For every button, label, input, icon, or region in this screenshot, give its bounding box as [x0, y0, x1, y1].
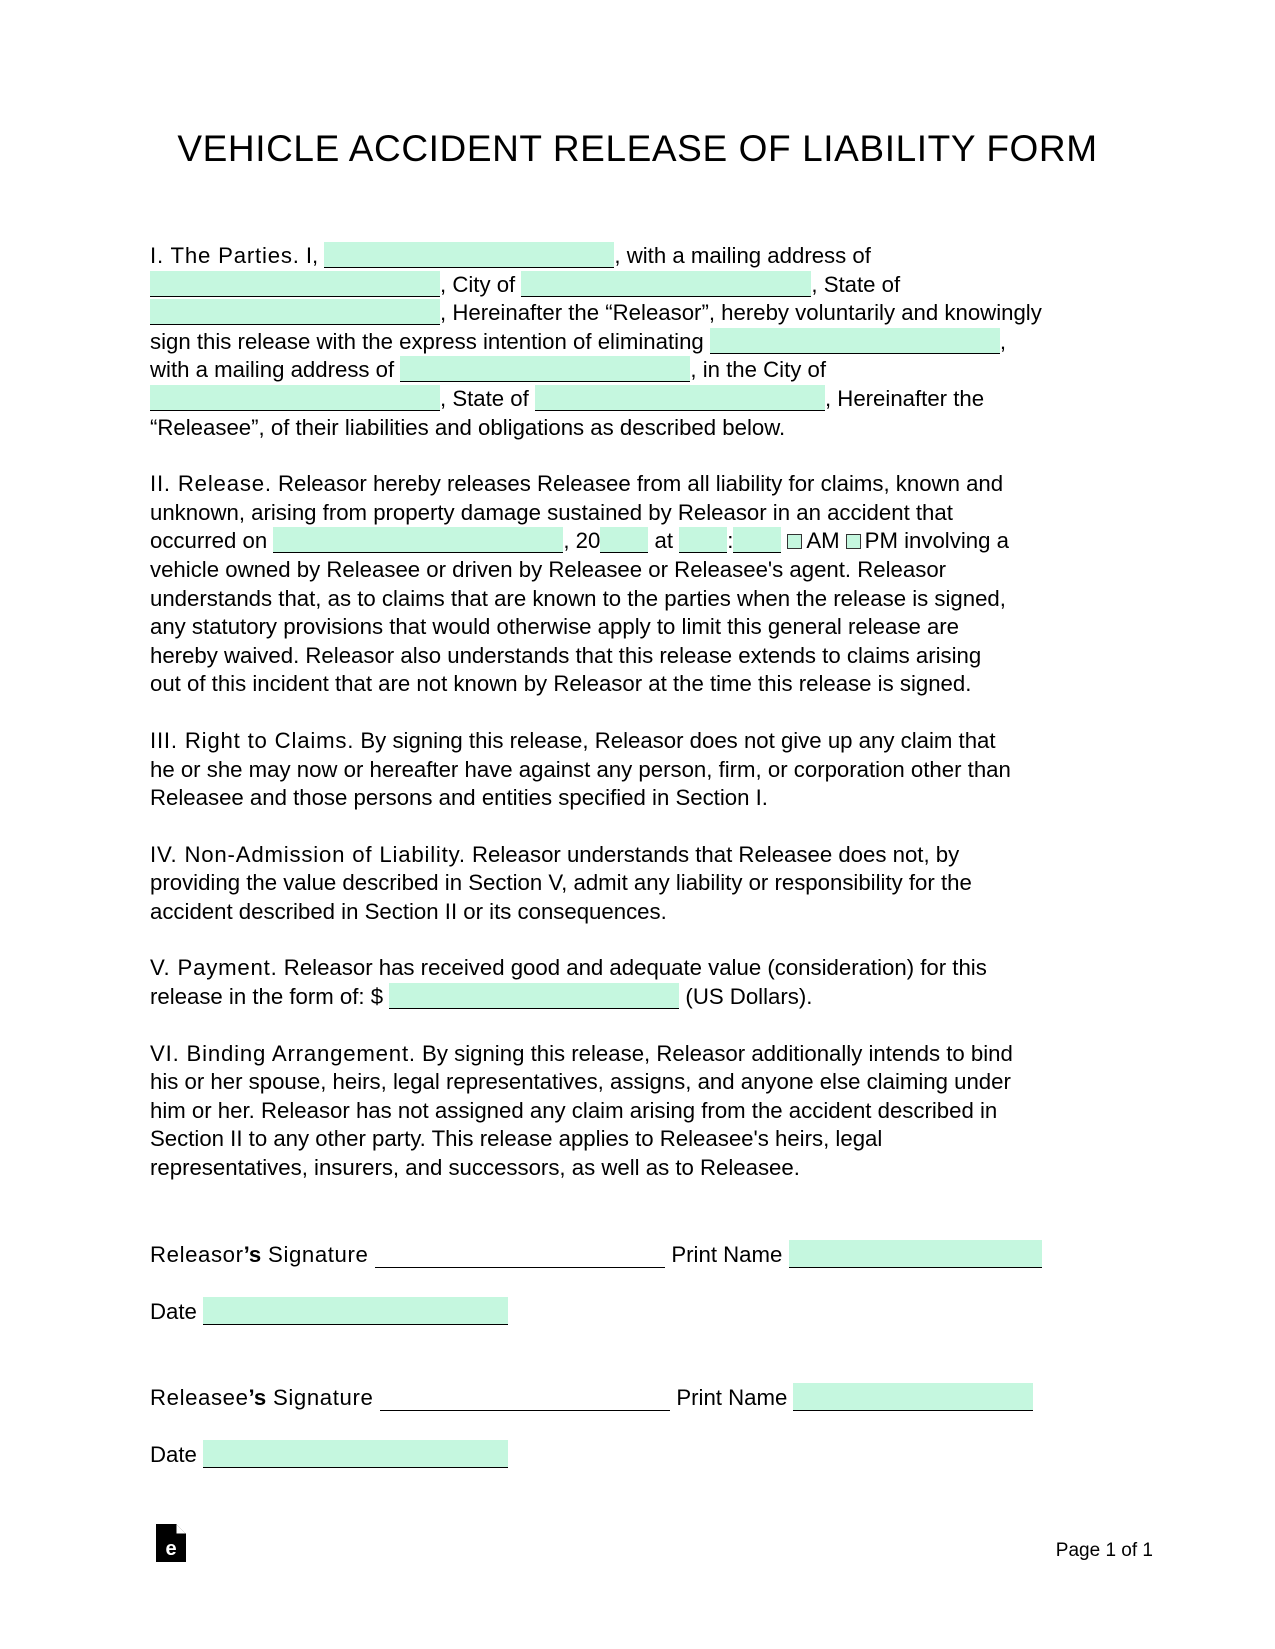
accident-minute-field[interactable] — [733, 527, 781, 553]
releasor-address-field[interactable] — [150, 271, 440, 297]
body-text: at — [648, 528, 680, 554]
section-heading: VI. Binding Arrangement. — [150, 1040, 416, 1066]
releasor-state-field[interactable] — [150, 299, 440, 325]
body-text: PM involving a — [864, 528, 1009, 554]
body-text: “Releasee”, of their liabilities and obligations as described below. — [150, 414, 786, 440]
accident-hour-field[interactable] — [679, 527, 727, 553]
body-text: him or her. Releasor has not assigned any claim arising from the accident described in — [150, 1097, 998, 1123]
releasor-city-field[interactable] — [521, 271, 811, 297]
body-text: occurred on — [150, 528, 274, 554]
body-text: , — [999, 328, 1007, 354]
body-text: accident described in Section II or its consequences. — [150, 898, 667, 924]
body-text: Section II to any other party. This release applies to Releasee's heirs, legal — [150, 1126, 883, 1152]
releasee-signature-field[interactable] — [380, 1383, 670, 1411]
body-text: By signing this release, Releasor does not give up any claim that — [354, 727, 996, 753]
body-text: unknown, arising from property damage sustained by Releasor in an accident that — [150, 499, 953, 525]
releasee-signature-row — [150, 1383, 1033, 1411]
pm-checkbox[interactable] — [846, 534, 861, 549]
body-text: he or she may now or hereafter have against any person, firm, or corporation other than — [150, 756, 1011, 782]
body-text: (US Dollars). — [679, 984, 813, 1010]
section-binding-arrangement — [150, 1040, 1130, 1183]
body-text: any statutory provisions that would otherwise apply to limit this general release are — [150, 614, 960, 640]
body-text: , in the City of — [690, 357, 827, 383]
body-text: By signing this release, Releasor additionally intends to bind — [415, 1040, 1013, 1066]
releasor-date-field[interactable] — [203, 1297, 508, 1325]
body-text: Releasor hereby releases Releasee from all liability for claims, known and — [271, 471, 1004, 497]
section-heading: I. The Parties. — [150, 243, 300, 268]
date-label: Date — [150, 1442, 204, 1467]
body-text: with a mailing address of — [150, 357, 401, 383]
print-name-label: Print Name — [670, 1385, 794, 1410]
body-text: release in the form of: $ — [150, 984, 390, 1010]
signature-label: Signature — [266, 1385, 381, 1410]
body-text: representatives, insurers, and successors, as well as to Releasee. — [150, 1155, 800, 1181]
section-heading: II. Release. — [150, 471, 272, 497]
body-text: Releasee and those persons and entities specified in Section I. — [150, 785, 768, 811]
body-text: his or her spouse, heirs, legal representatives, assigns, and anyone else claiming under — [150, 1069, 1011, 1095]
body-text: : — [727, 528, 734, 554]
body-text: understands that, as to claims that are known to the parties when the release is signed, — [150, 585, 1006, 611]
page-number: Page 1 of 1 — [1055, 1540, 1153, 1561]
body-text: , City of — [440, 271, 522, 297]
releasee-city-field[interactable] — [150, 385, 440, 411]
body-text: out of this incident that are not known by Releasor at the time this release is signed. — [150, 671, 972, 697]
body-text: providing the value described in Section V, admit any liability or responsibility for the — [150, 870, 972, 896]
date-label: Date — [150, 1299, 204, 1324]
eforms-logo-icon — [156, 1524, 186, 1562]
body-text: , Hereinafter the — [824, 385, 985, 411]
section-right-to-claims — [150, 727, 1130, 813]
possessive-mark: ’s — [248, 1385, 267, 1410]
releasor-label: Releasor — [150, 1242, 244, 1267]
releasee-date-row — [150, 1440, 508, 1468]
signature-label: Signature — [261, 1242, 376, 1267]
section-parties — [150, 242, 1130, 442]
body-text: , Hereinafter the “Releasor”, hereby voluntarily and knowingly — [440, 300, 1042, 326]
body-text: I, — [299, 243, 325, 268]
body-text: , 20 — [563, 528, 601, 554]
section-heading: V. Payment. — [150, 955, 278, 981]
section-heading: III. Right to Claims. — [150, 727, 355, 753]
body-text: hereby waived. Releasor also understands that this release extends to claims arising — [150, 642, 982, 668]
releasee-name-field[interactable] — [710, 328, 1000, 354]
document-body — [150, 242, 1130, 1211]
releasor-name-field[interactable] — [324, 242, 614, 268]
releasee-state-field[interactable] — [535, 385, 825, 411]
releasor-print-name-field[interactable] — [789, 1240, 1042, 1268]
releasee-address-field[interactable] — [400, 356, 690, 382]
accident-date-field[interactable] — [273, 527, 563, 553]
possessive-mark: ’s — [243, 1242, 262, 1267]
releasee-date-field[interactable] — [203, 1440, 508, 1468]
body-text: Releasor has received good and adequate value (consideration) for this — [277, 955, 987, 981]
body-text: , with a mailing address of — [614, 243, 871, 268]
am-label: AM — [806, 528, 840, 554]
section-release — [150, 470, 1130, 699]
releasor-date-row — [150, 1297, 508, 1325]
document-title: VEHICLE ACCIDENT RELEASE OF LIABILITY FORM — [177, 128, 1098, 169]
section-payment — [150, 954, 1130, 1011]
section-non-admission — [150, 841, 1130, 927]
print-name-label: Print Name — [665, 1242, 789, 1267]
releasor-signature-row — [150, 1240, 1042, 1268]
body-text: , State of — [440, 385, 535, 411]
body-text: Releasor understands that Releasee does not, by — [465, 841, 960, 867]
body-text: , State of — [811, 271, 901, 297]
svg-text:e: e — [165, 1538, 177, 1560]
accident-year-field[interactable] — [600, 527, 648, 553]
section-heading: IV. Non-Admission of Liability. — [150, 841, 466, 867]
payment-amount-field[interactable] — [389, 983, 679, 1009]
releasee-print-name-field[interactable] — [793, 1383, 1033, 1411]
releasor-signature-field[interactable] — [375, 1240, 665, 1268]
am-checkbox[interactable] — [787, 534, 802, 549]
body-text: sign this release with the express intention of eliminating — [150, 328, 710, 354]
releasee-label: Releasee — [150, 1385, 249, 1410]
body-text: vehicle owned by Releasee or driven by Releasee or Releasee's agent. Releasor — [150, 556, 947, 582]
